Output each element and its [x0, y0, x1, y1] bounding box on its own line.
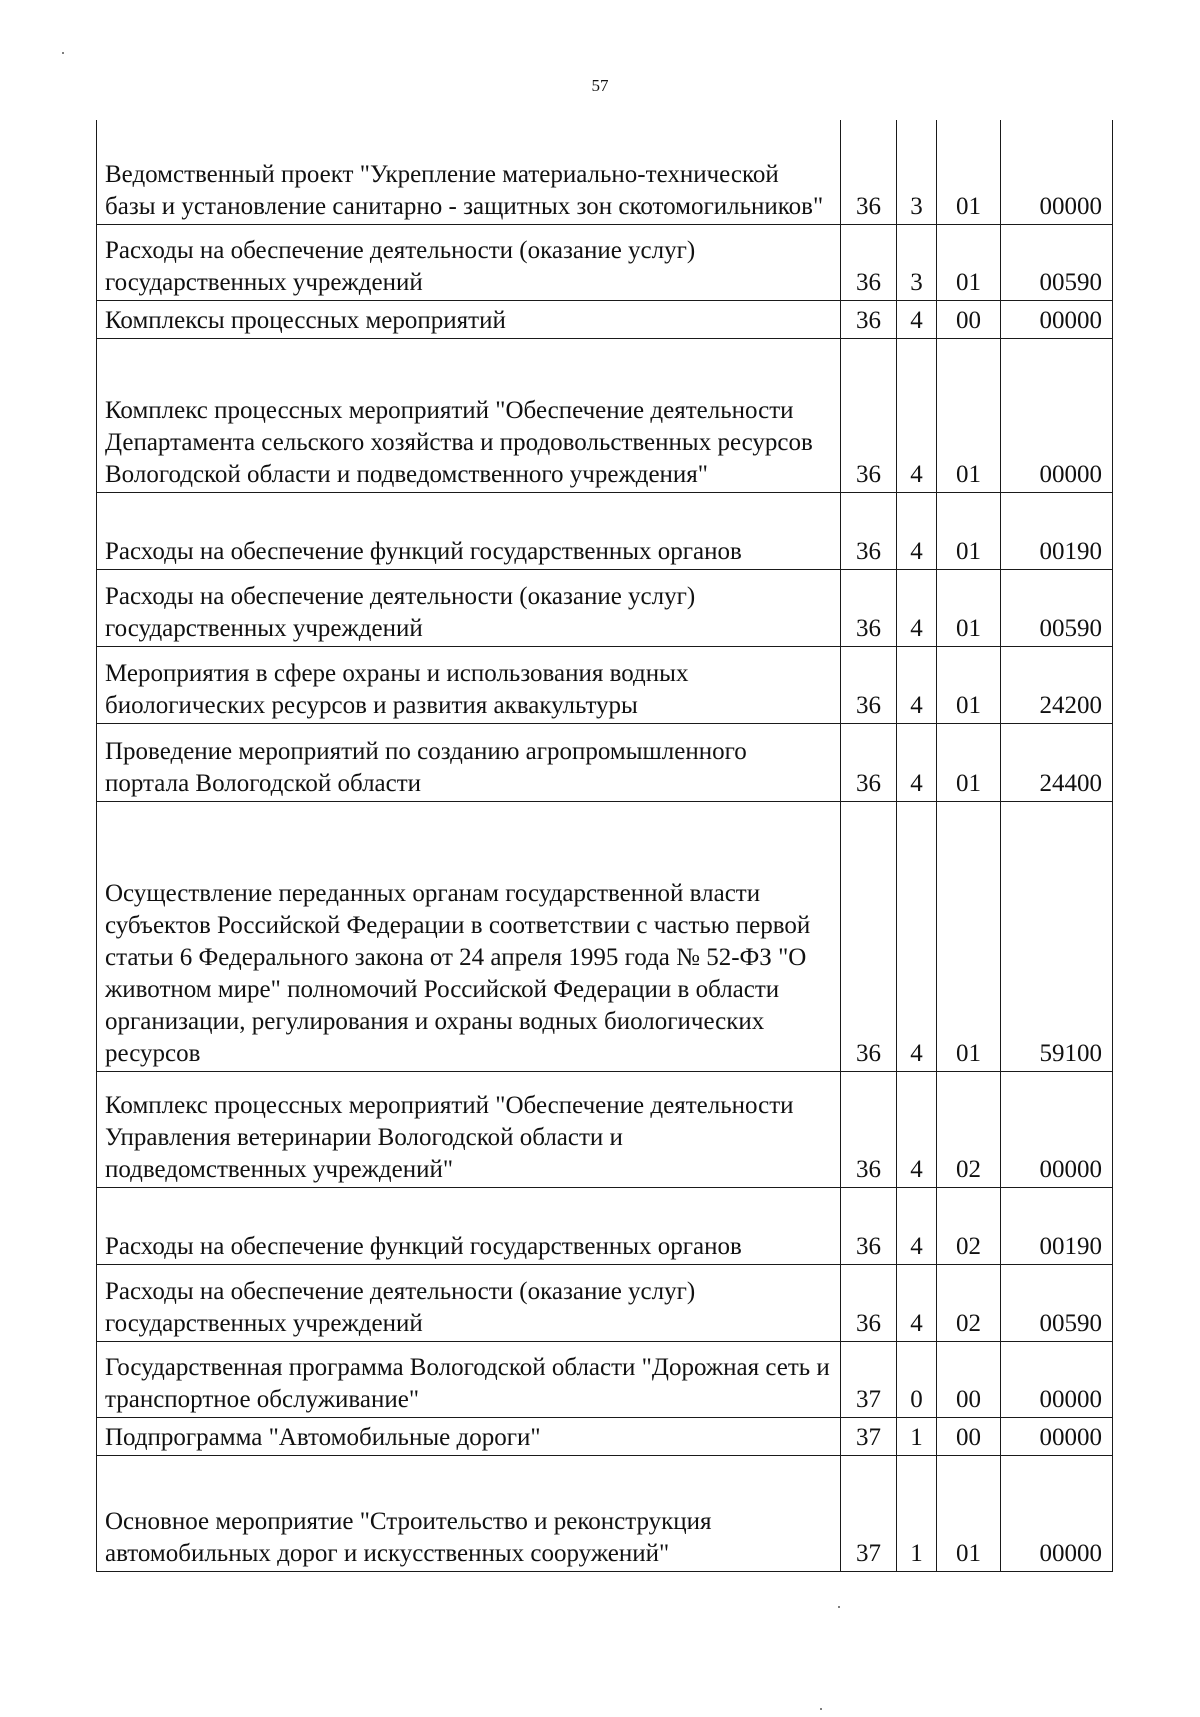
row-name: Ведомственный проект "Укрепление материально-технической базы и установление санитарно - защитных зон скотомогильников": [97, 120, 841, 224]
table-row: [97, 120, 1113, 224]
code-program: 36: [841, 224, 897, 300]
code-direction: 59100: [1001, 801, 1113, 1071]
code-activity: 00: [937, 300, 1001, 338]
code-subprogram: 4: [897, 300, 937, 338]
code-program: 37: [841, 1341, 897, 1417]
code-subprogram: 1: [897, 1417, 937, 1455]
page-number: 57: [591, 76, 609, 95]
code-direction: 00590: [1001, 224, 1113, 300]
table-row: [97, 224, 1113, 300]
code-subprogram: 1: [897, 1455, 937, 1571]
code-direction: 00000: [1001, 1341, 1113, 1417]
row-name: Комплекс процессных мероприятий "Обеспечение деятельности Управления ветеринарии Вологодской области и подведомственных учреждений": [97, 1071, 841, 1187]
code-direction: 00190: [1001, 1187, 1113, 1264]
budget-classification-table: [96, 120, 1113, 1572]
code-activity: 00: [937, 1417, 1001, 1455]
row-name: Подпрограмма "Автомобильные дороги": [97, 1417, 841, 1455]
code-subprogram: 4: [897, 646, 937, 723]
row-name: Расходы на обеспечение деятельности (оказание услуг) государственных учреждений: [97, 224, 841, 300]
code-direction: 00000: [1001, 1071, 1113, 1187]
table-row: [97, 1071, 1113, 1187]
code-program: 36: [841, 1071, 897, 1187]
table-row: [97, 569, 1113, 646]
code-activity: 02: [937, 1264, 1001, 1341]
code-program: 36: [841, 801, 897, 1071]
code-activity: 01: [937, 120, 1001, 224]
code-direction: 00000: [1001, 1417, 1113, 1455]
code-subprogram: 4: [897, 1264, 937, 1341]
table-row: [97, 1264, 1113, 1341]
code-activity: 01: [937, 646, 1001, 723]
row-name: Расходы на обеспечение деятельности (оказание услуг) государственных учреждений: [97, 1264, 841, 1341]
code-direction: 00000: [1001, 120, 1113, 224]
code-program: 36: [841, 1187, 897, 1264]
row-name: Расходы на обеспечение деятельности (оказание услуг) государственных учреждений: [97, 569, 841, 646]
code-activity: 01: [937, 1455, 1001, 1571]
code-program: 36: [841, 723, 897, 801]
code-program: 37: [841, 1417, 897, 1455]
table-row: [97, 646, 1113, 723]
code-program: 36: [841, 569, 897, 646]
code-subprogram: 4: [897, 1071, 937, 1187]
code-subprogram: 4: [897, 569, 937, 646]
code-activity: 01: [937, 723, 1001, 801]
code-direction: 00190: [1001, 492, 1113, 569]
scan-speck: [820, 1708, 822, 1710]
code-direction: 24400: [1001, 723, 1113, 801]
row-name: Основное мероприятие "Строительство и реконструкция автомобильных дорог и искусственных сооружений": [97, 1455, 841, 1571]
code-activity: 01: [937, 338, 1001, 492]
scan-speck: [838, 1606, 840, 1608]
code-activity: 02: [937, 1071, 1001, 1187]
row-name: Государственная программа Вологодской области "Дорожная сеть и транспортное обслуживание": [97, 1341, 841, 1417]
code-subprogram: 4: [897, 801, 937, 1071]
code-program: 36: [841, 1264, 897, 1341]
row-name: Расходы на обеспечение функций государственных органов: [97, 1187, 841, 1264]
table-row: [97, 1187, 1113, 1264]
code-program: 36: [841, 120, 897, 224]
code-activity: 01: [937, 569, 1001, 646]
table-row: [97, 492, 1113, 569]
code-activity: 02: [937, 1187, 1001, 1264]
code-subprogram: 4: [897, 338, 937, 492]
row-name: Расходы на обеспечение функций государственных органов: [97, 492, 841, 569]
code-subprogram: 4: [897, 492, 937, 569]
code-direction: 24200: [1001, 646, 1113, 723]
code-direction: 00000: [1001, 338, 1113, 492]
code-subprogram: 4: [897, 723, 937, 801]
scan-speck: [62, 52, 64, 54]
code-program: 36: [841, 646, 897, 723]
table-row: [97, 1417, 1113, 1455]
code-program: 36: [841, 492, 897, 569]
code-direction: 00590: [1001, 569, 1113, 646]
table-row: [97, 1341, 1113, 1417]
code-program: 36: [841, 300, 897, 338]
code-subprogram: 0: [897, 1341, 937, 1417]
code-subprogram: 3: [897, 224, 937, 300]
code-direction: 00000: [1001, 1455, 1113, 1571]
code-direction: 00000: [1001, 300, 1113, 338]
row-name: Проведение мероприятий по созданию агропромышленного портала Вологодской области: [97, 723, 841, 801]
code-subprogram: 3: [897, 120, 937, 224]
row-name: Комплексы процессных мероприятий: [97, 300, 841, 338]
row-name: Осуществление переданных органам государственной власти субъектов Российской Федерации в соответствии с частью первой статьи 6 Федерального закона от 24 апреля 1995 года № 52-ФЗ "О животном мире" полномочий Российской Федерации в области организации, регулирования и охраны водных биологических ресурсов: [97, 801, 841, 1071]
code-activity: 01: [937, 801, 1001, 1071]
code-activity: 01: [937, 224, 1001, 300]
code-activity: 01: [937, 492, 1001, 569]
table-row: [97, 723, 1113, 801]
code-direction: 00590: [1001, 1264, 1113, 1341]
table-row: [97, 338, 1113, 492]
table-row: [97, 1455, 1113, 1571]
code-subprogram: 4: [897, 1187, 937, 1264]
table-row: [97, 801, 1113, 1071]
row-name: Мероприятия в сфере охраны и использования водных биологических ресурсов и развития аквакультуры: [97, 646, 841, 723]
table-row: [97, 300, 1113, 338]
code-activity: 00: [937, 1341, 1001, 1417]
row-name: Комплекс процессных мероприятий "Обеспечение деятельности Департамента сельского хозяйства и продовольственных ресурсов Вологодской области и подведомственного учреждения": [97, 338, 841, 492]
code-program: 36: [841, 338, 897, 492]
code-program: 37: [841, 1455, 897, 1571]
